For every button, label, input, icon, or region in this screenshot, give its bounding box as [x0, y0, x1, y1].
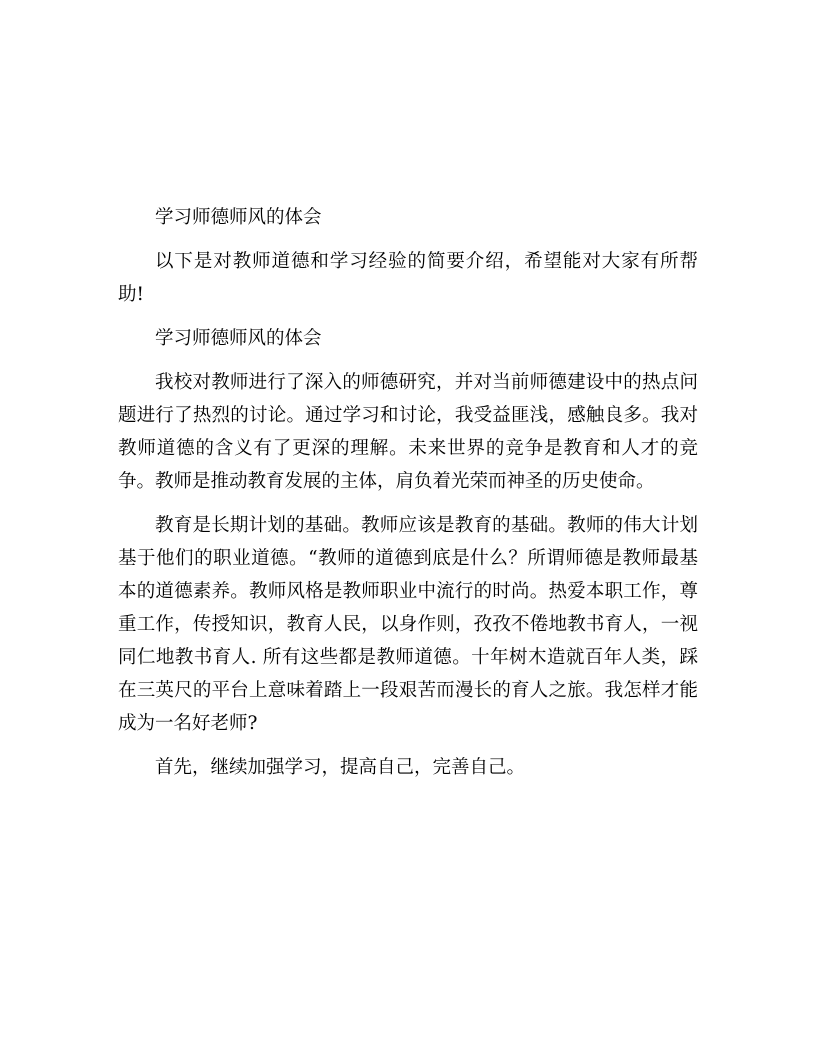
document-title: 学习师德师风的体会: [155, 207, 322, 228]
document-body: [118, 201, 698, 795]
body-paragraph: 我校对教师进行了深入的师德研究，并对当前师德建设中的热点问题进行了热烈的讨论。通过学习和讨论，我受益匪浅，感触良多。我对教师道德的含义有了更深的理解。未来世界的竞争是教育和人才的竞争。教师是推动教育发展的主体，肩负着光荣而神圣的历史使命。: [118, 372, 698, 492]
body-paragraph: 首先，继续加强学习，提高自己，完善自己。: [155, 757, 526, 778]
body-paragraph: 教育是长期计划的基础。教师应该是教育的基础。教师的伟大计划基于他们的职业道德。“教师的道德到底是什么？所谓师德是教师最基本的道德素养。教师风格是教师职业中流行的时尚。热爱本职工作，尊重工作，传授知识，教育人民，以身作则，孜孜不倦地教书育人，一视同仁地教书育人. 所有这些都是教师道德。十年树木造就百年人类，踩在三英尺的平台上意味着踏上一段艰苦而漫长的育人之旅。我怎样才能成为一名好老师?: [118, 515, 698, 734]
intro-paragraph: 以下是对教师道德和学习经验的简要介绍，希望能对大家有所帮助!: [118, 251, 698, 305]
section-heading: 学习师德师风的体会: [155, 328, 322, 349]
